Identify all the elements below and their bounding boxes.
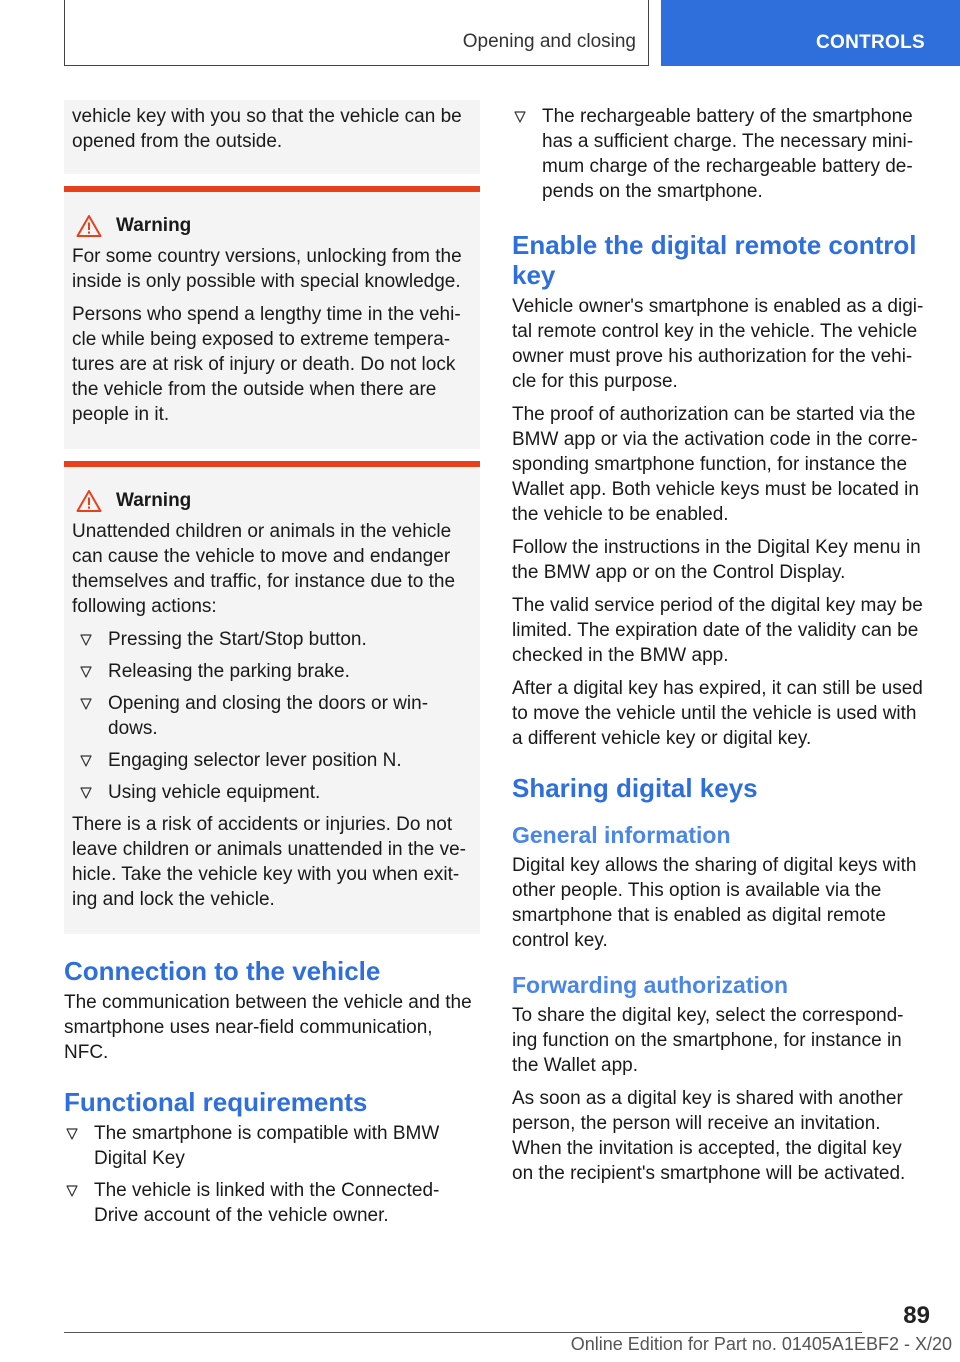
edition-note: Online Edition for Part no. 01405A1EBF2 - X/20 — [570, 1334, 952, 1354]
body-text: To share the digital key, select the correspond-ing function on the smartphone, for instance in the Wallet app. — [512, 1005, 904, 1076]
chapter-tab — [661, 0, 960, 66]
body-text: Vehicle owner's smartphone is enabled as a digi-tal remote control key in the vehicle. The vehicle owner must prove his authorization for the vehi-cle for this purpose. — [512, 296, 924, 392]
bullet-triangle-icon — [80, 787, 92, 799]
section-heading: Enable the digital remote control key — [512, 230, 917, 290]
intro-text: vehicle key with you so that the vehicle can be opened from the outside. — [72, 106, 462, 152]
warning-heading — [72, 489, 472, 513]
section-heading: Connection to the vehicle — [64, 956, 381, 986]
section-heading: Sharing digital keys — [512, 773, 758, 803]
page-number: 89 — [903, 1302, 930, 1329]
body-text: Follow the instructions in the Digital Key menu in the BMW app or on the Control Display. — [512, 537, 921, 583]
warning-text: Unattended children or animals in the vehicle can cause the vehicle to move and endanger themselves and traffic, for instance due to the following actions: — [72, 521, 456, 617]
body-text: The communication between the vehicle and the smartphone uses near-field communication, NFC. — [64, 992, 472, 1063]
list-item: Using vehicle equipment. — [72, 780, 472, 805]
section-tab — [64, 0, 649, 66]
left-column — [64, 100, 480, 1235]
list-item: Pressing the Start/Stop button. — [72, 627, 472, 652]
right-column — [512, 104, 926, 1194]
bullet-triangle-icon — [66, 1128, 78, 1140]
warning-triangle-icon — [76, 489, 102, 513]
section-heading: Functional requirements — [64, 1087, 368, 1117]
bullet-triangle-icon — [66, 1185, 78, 1197]
subsection-heading: General information — [512, 822, 731, 848]
warning-text: There is a risk of accidents or injuries. Do not leave children or animals unattended in the ve-hicle. Take the vehicle key with you when exit-ing and lock the vehicle. — [72, 814, 466, 910]
bullet-triangle-icon — [514, 111, 526, 123]
warning-triangle-icon — [76, 214, 102, 238]
body-text: The proof of authorization can be started via the BMW app or via the activation code in the corre-sponding smartphone function, for instance the Wallet app. Both vehicle keys must be located in the vehicle to be enabled. — [512, 404, 919, 525]
intro-box — [64, 100, 480, 174]
page-header — [0, 0, 960, 66]
warning-title: Warning — [116, 215, 192, 236]
section-title: Opening and closing — [462, 31, 636, 52]
subsection-heading: Forwarding authorization — [512, 972, 788, 998]
warning-box-2 — [64, 461, 480, 934]
list-item: Engaging selector lever position N. — [72, 748, 472, 773]
list-item: The smartphone is compatible with BMW Digital Key — [64, 1121, 480, 1171]
list-item: Releasing the parking brake. — [72, 659, 472, 684]
warning-text: For some country versions, unlocking from the inside is only possible with special knowledge. — [72, 246, 462, 292]
body-text: As soon as a digital key is shared with another person, the person will receive an invitation. When the invitation is accepted, the digital key on the recipient's smartphone will be activated. — [512, 1088, 906, 1184]
warning-heading — [72, 214, 472, 238]
footer-divider — [64, 1332, 862, 1333]
bullet-triangle-icon — [80, 634, 92, 646]
bullet-triangle-icon — [80, 666, 92, 678]
warning-title: Warning — [116, 490, 192, 511]
bullet-triangle-icon — [80, 755, 92, 767]
warning-text: Persons who spend a lengthy time in the vehi-cle while being exposed to extreme tempera-tures are at risk of injury or death. Do not lock the vehicle from the outside when there are people in it. — [72, 304, 461, 425]
body-text: Digital key allows the sharing of digital keys with other people. This option is available via the smartphone that is enabled as digital remote control key. — [512, 855, 917, 951]
bullet-triangle-icon — [80, 698, 92, 710]
body-text: The valid service period of the digital key may be limited. The expiration date of the validity can be checked in the BMW app. — [512, 595, 923, 666]
list-item: Opening and closing the doors or win-dows. — [72, 691, 472, 741]
chapter-title: CONTROLS — [816, 32, 926, 53]
warning-box-1 — [64, 186, 480, 449]
body-text: After a digital key has expired, it can still be used to move the vehicle until the vehicle is used with a different vehicle key or digital key. — [512, 678, 923, 749]
list-item: The rechargeable battery of the smartphone has a sufficient charge. The necessary mini-mum charge of the rechargeable battery de-pends on the smartphone. — [512, 104, 926, 204]
list-item: The vehicle is linked with the Connected-Drive account of the vehicle owner. — [64, 1178, 480, 1228]
